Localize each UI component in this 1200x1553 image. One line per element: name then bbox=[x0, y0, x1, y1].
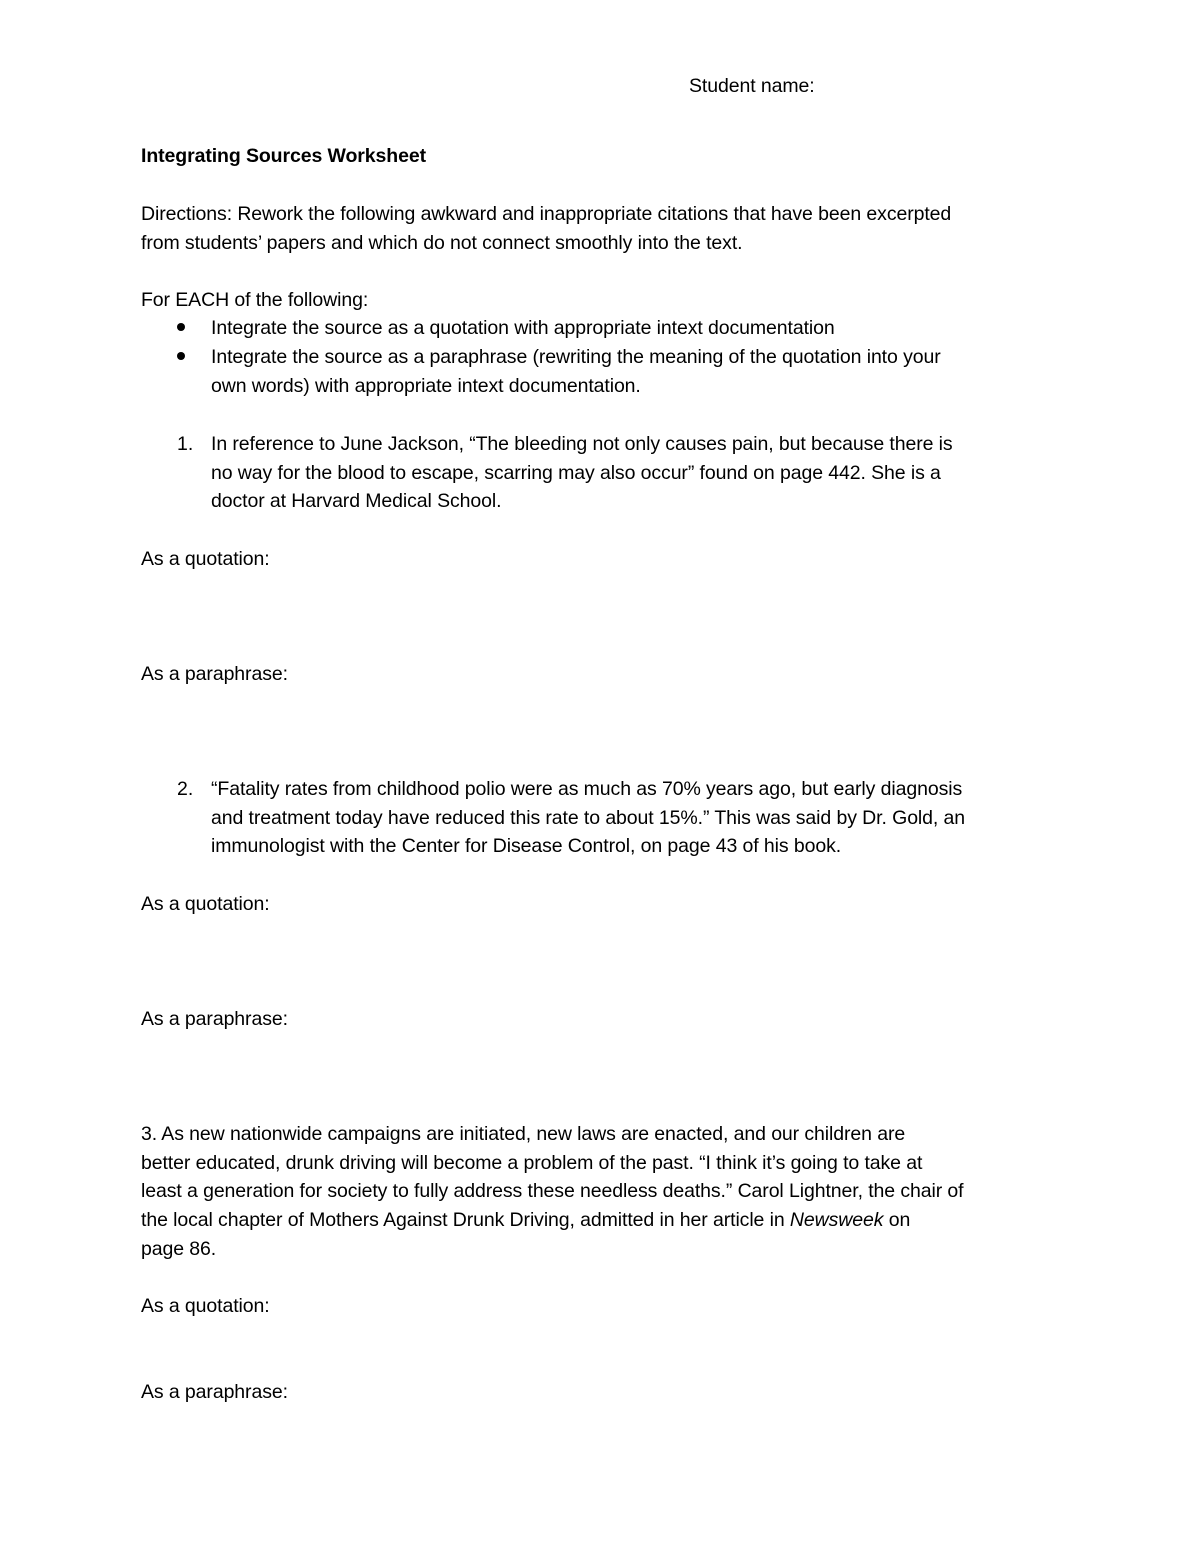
bullet-1-line-1: Integrate the source as a quotation with appropriate intext documentation bbox=[211, 317, 835, 339]
item-1-paraphrase-label: As a paraphrase: bbox=[141, 663, 288, 685]
publication-title: Newsweek bbox=[789, 1209, 884, 1231]
item-1-line-3: doctor at Harvard Medical School. bbox=[211, 490, 502, 512]
student-name-label: Student name: bbox=[689, 75, 815, 97]
item-1-line-2: no way for the blood to escape, scarring may also occur” found on page 442. She is a bbox=[211, 462, 941, 484]
item-3-line-2: better educated, drunk driving will become a problem of the past. “I think it’s going to take at bbox=[141, 1152, 923, 1174]
bullet-2-line-2: own words) with appropriate intext documentation. bbox=[211, 375, 641, 397]
item-2-number: 2. bbox=[177, 778, 194, 800]
item-1-quotation-label: As a quotation: bbox=[141, 548, 270, 570]
item-3-line-5: page 86. bbox=[141, 1238, 217, 1260]
item-3-line-4 bbox=[141, 1206, 910, 1235]
item-3-paraphrase-label: As a paraphrase: bbox=[141, 1381, 288, 1403]
item-3-quotation-label: As a quotation: bbox=[141, 1295, 270, 1317]
for-each-label: For EACH of the following: bbox=[141, 289, 369, 311]
bullet-dot-icon bbox=[177, 323, 185, 331]
item-2-line-1: “Fatality rates from childhood polio were as much as 70% years ago, but early diagnosis bbox=[211, 778, 963, 800]
item-3-line-1: 3. As new nationwide campaigns are initiated, new laws are enacted, and our children are bbox=[141, 1123, 906, 1145]
item-2-line-2: and treatment today have reduced this rate to about 15%.” This was said by Dr. Gold, an bbox=[211, 807, 966, 829]
directions-line-2: from students’ papers and which do not connect smoothly into the text. bbox=[141, 232, 743, 254]
item-1-line-1: In reference to June Jackson, “The bleeding not only causes pain, but because there is bbox=[211, 433, 953, 455]
worksheet-title: Integrating Sources Worksheet bbox=[141, 145, 426, 167]
item-3-line-4-text: the local chapter of Mothers Against Drunk Driving, admitted in her article in bbox=[141, 1209, 790, 1231]
directions-line-1: Directions: Rework the following awkward and inappropriate citations that have been excerpted bbox=[141, 203, 952, 225]
item-3-line-3: least a generation for society to fully address these needless deaths.” Carol Lightner, the chair of bbox=[141, 1180, 964, 1202]
item-1-number: 1. bbox=[177, 433, 194, 455]
item-2-paraphrase-label: As a paraphrase: bbox=[141, 1008, 288, 1030]
bullet-dot-icon bbox=[177, 352, 185, 360]
item-2-quotation-label: As a quotation: bbox=[141, 893, 270, 915]
item-2-line-3: immunologist with the Center for Disease Control, on page 43 of his book. bbox=[211, 835, 842, 857]
item-3-line-4-end: on bbox=[883, 1209, 911, 1231]
bullet-2-line-1: Integrate the source as a paraphrase (rewriting the meaning of the quotation into your bbox=[211, 346, 941, 368]
